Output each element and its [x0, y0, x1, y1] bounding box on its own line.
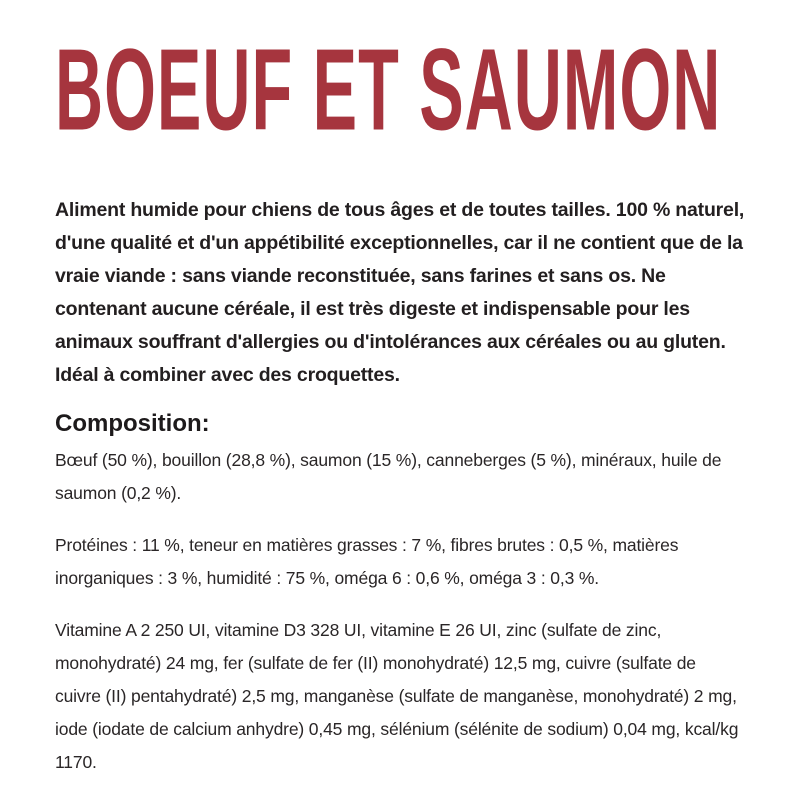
composition-heading: Composition:	[55, 410, 210, 437]
analytical-constituents-paragraph: Protéines : 11 %, teneur en matières grasses : 7 %, fibres brutes : 0,5 %, matières inorganiques : 3 %, humidité : 75 %, oméga 6 : 0,6 %, oméga 3 : 0,3 %.	[55, 535, 679, 588]
additives-paragraph: Vitamine A 2 250 UI, vitamine D3 328 UI, vitamine E 26 UI, zinc (sulfate de zinc, monohydraté) 24 mg, fer (sulfate de fer (II) monohydraté) 12,5 mg, cuivre (sulfate de cuivre (II) pentahydraté) 2,5 mg, manganèse (sulfate de manganèse, monohydraté) 2 mg, iode (iodate de calcium anhydre) 0,45 mg, sélénium (sélénite de sodium) 0,04 mg, kcal/kg 1170.	[55, 620, 739, 772]
page-title: BOEUF ET SAUMON	[55, 25, 722, 155]
ingredients-paragraph: Bœuf (50 %), bouillon (28,8 %), saumon (15 %), canneberges (5 %), minéraux, huile de saumon (0,2 %).	[55, 450, 722, 503]
page-title-container	[55, 25, 745, 155]
product-intro-paragraph: Aliment humide pour chiens de tous âges et de toutes tailles. 100 % naturel, d'une qualité et d'un appétibilité exceptionnelles, car il ne contient que de la vraie viande : sans viande reconstituée, sans farines et sans os. Ne contenant aucune céréale, il est très digeste et indispensable pour les animaux souffrant d'allergies ou d'intolérances aux céréales ou au gluten. Idéal à combiner avec des croquettes.	[55, 199, 745, 386]
